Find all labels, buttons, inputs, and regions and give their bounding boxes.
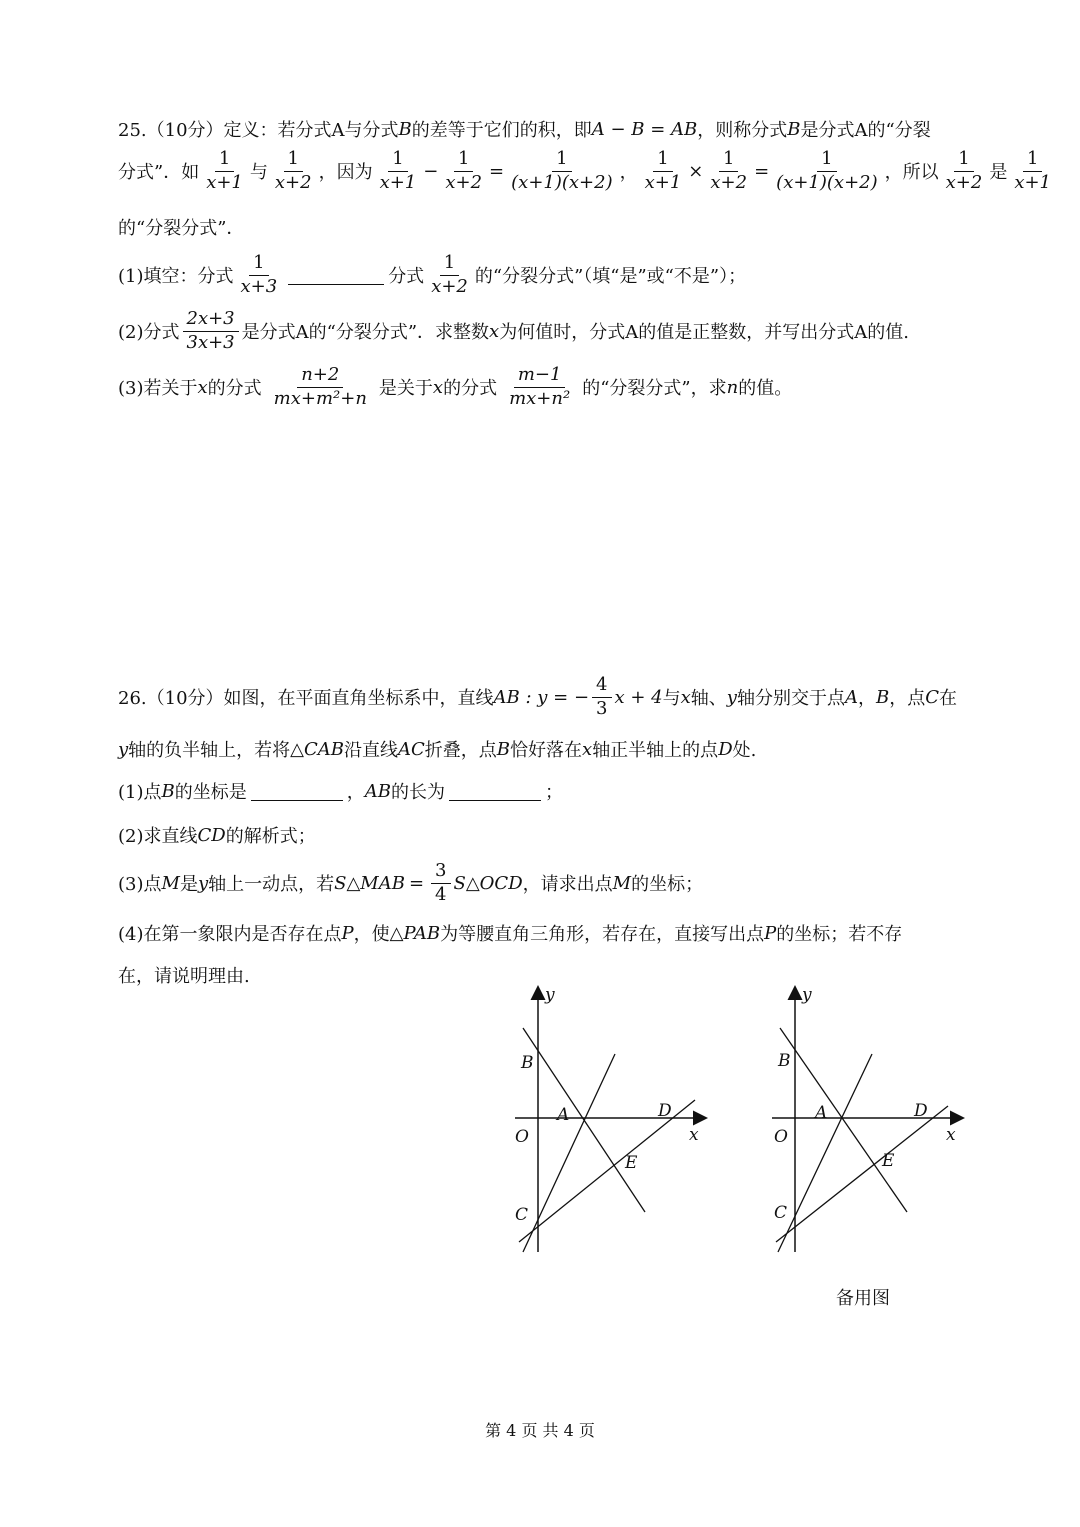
triangle-cab: △CAB	[290, 738, 345, 760]
q25-text-2: ，则称分式	[697, 120, 788, 141]
point-m: M	[161, 872, 180, 894]
q26-p2-tail: 的解析式；	[225, 826, 316, 847]
fraction-1-over-x2: $\frac{1}{x+2}$	[274, 148, 312, 193]
segment-ab: AB	[364, 780, 391, 802]
point-p-2: P	[764, 922, 777, 944]
q25-p3-text-2: 是关于	[378, 378, 433, 400]
q25-because: ，因为	[318, 162, 373, 184]
q26-p4-label: (4)在第一象限内是否存在点	[118, 924, 342, 945]
fraction-1-over-x2-d: $\frac{1}{x+2}$	[945, 148, 983, 193]
var-x-2: x	[197, 376, 208, 398]
q26-p4-text-1: ，使	[353, 924, 390, 945]
q25-p1-label: (1)填空：分式	[118, 266, 234, 288]
line-ac	[523, 1054, 615, 1252]
fraction-1-over-x2-e: $\frac{1}{x+2}$	[431, 252, 468, 297]
q26-text-3: 轴分别交于点	[736, 688, 845, 710]
fraction-n2-over-mx: $\frac{n+2}{\text{mx+m²+n}}$	[273, 364, 367, 409]
q26-line-1	[118, 676, 957, 719]
point-b-3: B	[161, 780, 175, 802]
answer-blank-ab-length[interactable]	[449, 782, 541, 801]
fraction-1-over-x3: $\frac{1}{x+3}$	[240, 252, 278, 297]
q26-p1-label: (1)点	[118, 782, 162, 803]
q25-part-1	[118, 254, 746, 297]
label-e: E	[625, 1153, 638, 1173]
label-x-2: x	[946, 1125, 956, 1145]
var-n: n	[726, 376, 739, 398]
q25-p1-tail: 的“分裂分式”（填“是”或“不是”）；	[474, 266, 747, 288]
q25-part-2	[118, 310, 909, 353]
line-ab-equation-a: AB : y = −	[493, 686, 590, 708]
fraction-3-over-4: $\frac{3}{4}$	[431, 862, 450, 905]
fraction-1-over-x2-c: $\frac{1}{x+2}$	[710, 148, 748, 193]
figure-backup	[762, 980, 977, 1255]
answer-blank-1[interactable]	[288, 266, 384, 285]
point-m-2: M	[612, 872, 632, 894]
q26-l2-e: 轴正半轴上的点	[592, 740, 719, 761]
q26-p1-tail: ；	[544, 782, 563, 803]
point-b: B	[875, 686, 890, 708]
point-d: D	[718, 738, 733, 760]
point-p: P	[341, 922, 354, 944]
label-c: C	[515, 1205, 529, 1225]
q25-example-intro: 分式”．如	[118, 162, 200, 184]
fraction-1-over-x1: $\frac{1}{x+1}$	[206, 148, 243, 193]
point-a: A	[844, 686, 858, 708]
q25-head: 25.（10分）定义：若分式A与分式	[118, 120, 399, 141]
q25-text-1: 的差等于它们的积，即	[411, 120, 592, 141]
q26-l2-f: 处.	[732, 740, 757, 761]
q26-l2-a: 轴的负半轴上，若将	[128, 740, 291, 761]
q26-p1-text-2: 的长为	[390, 782, 445, 803]
line-cd	[519, 1100, 695, 1242]
fraction-1-over-x2-b: $\frac{1}{x+2}$	[445, 148, 483, 193]
area-mab: S△MAB	[334, 872, 405, 894]
q26-text-1: 与	[662, 688, 681, 710]
q26-l2-b: 沿直线	[344, 740, 399, 761]
page-footer: 第 4 页 共 4 页	[485, 1421, 595, 1440]
q25-var-b: B	[398, 118, 412, 140]
label-y-2: y	[802, 985, 812, 1005]
var-x: x	[680, 686, 691, 708]
equals-sign: =	[489, 160, 505, 182]
label-a-2: A	[815, 1103, 828, 1123]
var-y: y	[726, 686, 737, 708]
q25-p1-text: 分式	[388, 266, 425, 288]
comma-2: ，	[346, 782, 365, 803]
q25-var-b-2: B	[787, 118, 801, 140]
q26-l2-c: 折叠，点	[424, 740, 497, 761]
q26-part-1	[118, 778, 563, 804]
q25-and: 与	[249, 162, 268, 184]
label-o: O	[515, 1127, 529, 1147]
q26-p1-text: 的坐标是	[174, 782, 247, 803]
fraction-2x3-over-3x3: $\frac{2x+3}{3x+3}$	[183, 310, 239, 353]
q25-text-3: 是分式A的“分裂	[800, 120, 931, 141]
label-a: A	[557, 1105, 570, 1125]
label-b: B	[521, 1053, 534, 1073]
q26-p2-label: (2)求直线	[118, 826, 198, 847]
line-ab-equation-b: x + 4	[614, 686, 663, 708]
label-c-2: C	[774, 1203, 788, 1223]
point-c: C	[925, 686, 939, 708]
q25-p2-label: (2)分式	[118, 322, 180, 344]
q25-line-2	[118, 150, 1058, 193]
q26-l2-d: 恰好落在	[510, 740, 583, 761]
var-x: x	[489, 320, 500, 342]
line-ac-2	[778, 1054, 872, 1252]
q26-part-4	[118, 920, 902, 946]
fraction-1-over-x1-c: $\frac{1}{x+1}$	[644, 148, 682, 193]
line-cd: CD	[197, 824, 226, 846]
label-d: D	[658, 1101, 672, 1121]
var-y-3: y	[197, 872, 209, 894]
q25-p2-text: 是分式A的“分裂分式”．求整数	[241, 322, 490, 344]
q25-is: 是	[989, 162, 1008, 184]
q26-text-2: 轴、	[690, 688, 727, 710]
fraction-4-over-3: $\frac{4}{3}$	[592, 676, 611, 719]
triangle-pab: △PAB	[389, 922, 441, 944]
line-ab-2	[780, 1028, 907, 1212]
q26-p4-text-3: 的坐标；若不存	[776, 924, 903, 945]
var-x-2: x	[582, 738, 593, 760]
q26-text-4: ，点	[889, 688, 926, 710]
q26-p4-tail: 在，请说明理由.	[118, 966, 250, 987]
fraction-1-over-x1-d: $\frac{1}{x+1}$	[1014, 148, 1052, 193]
q26-part-3	[118, 862, 703, 905]
q26-text-5: 在	[938, 688, 957, 710]
q25-p3-text-3: 的分式	[443, 378, 498, 400]
label-o-2: O	[774, 1127, 788, 1147]
q25-line-3	[118, 214, 244, 240]
q25-p2-tail: 为何值时，分式A的值是正整数，并写出分式A的值.	[499, 322, 909, 344]
q26-p3-tail: 的坐标；	[631, 874, 704, 896]
label-e-2: E	[882, 1151, 895, 1171]
figure-caption: 备用图	[836, 1288, 890, 1309]
label-x: x	[689, 1125, 699, 1145]
q26-line-2	[118, 736, 756, 762]
var-y-2: y	[118, 738, 129, 760]
equals-sign-2: =	[754, 160, 770, 182]
q25-definition-equation: A − B = AB	[591, 118, 698, 140]
q26-p3-text-2: 轴上一动点，若	[208, 874, 335, 896]
fraction-1-over-product-2: $\frac{1}{(x+1)(x+2)}$	[776, 148, 878, 193]
q25-p3-tail: 的值。	[738, 378, 793, 400]
equals-sign: =	[408, 872, 425, 894]
q25-part-3	[118, 366, 792, 409]
point-b-2: B	[496, 738, 511, 760]
line-cd-2	[776, 1106, 948, 1242]
q26-p3-text-3: ，请求出点	[522, 874, 613, 896]
label-y: y	[545, 985, 555, 1005]
minus-sign: −	[423, 160, 439, 182]
q25-line-3-text: 的“分裂分式”．	[118, 218, 245, 239]
q26-head: 26.（10分）如图，在平面直角坐标系中，直线	[118, 688, 494, 710]
q26-part-4-cont	[118, 962, 250, 988]
q25-p3-text-1: 的分式	[207, 378, 262, 400]
label-d-2: D	[914, 1101, 928, 1121]
area-ocd: S△OCD	[453, 872, 523, 894]
q25-line-1	[118, 116, 931, 142]
fraction-1-over-product: $\frac{1}{(x+1)(x+2)}$	[511, 148, 613, 193]
answer-blank-b-coord[interactable]	[251, 782, 343, 801]
fraction-m1-over-mx-n2: $\frac{m-1}{\text{mx+n²}}$	[509, 364, 571, 409]
figure-main	[505, 980, 720, 1255]
q25-p3-label: (3)若关于	[118, 378, 198, 400]
q25-p3-text-4: 的“分裂分式”，求	[582, 378, 727, 400]
comma: ，	[619, 162, 638, 184]
fraction-1-over-x1-b: $\frac{1}{x+1}$	[379, 148, 417, 193]
q25-therefore: ，所以	[884, 162, 939, 184]
times-sign: ×	[688, 160, 704, 182]
line-ac: AC	[398, 738, 425, 760]
label-b-2: B	[778, 1051, 791, 1071]
comma: ，	[857, 688, 876, 710]
q26-p4-text-2: 为等腰直角三角形，若存在，直接写出点	[440, 924, 765, 945]
q26-part-2	[118, 822, 316, 848]
q26-p3-text-1: 是	[179, 874, 198, 896]
var-x-3: x	[432, 376, 444, 398]
q26-p3-label: (3)点	[118, 874, 162, 896]
